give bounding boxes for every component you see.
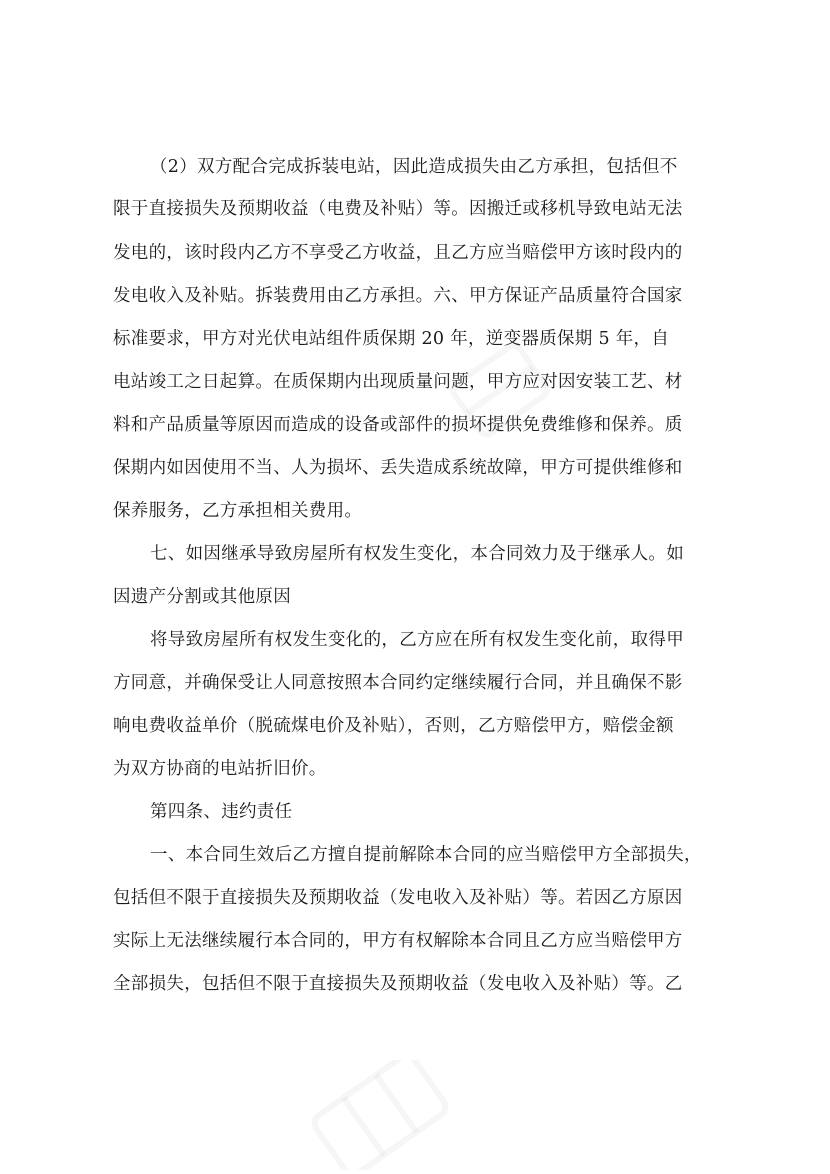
text-line: 为双方协商的电站折旧价。	[113, 759, 327, 779]
text-line: 全部损失，包括但不限于直接损失及预期收益（发电收入及补贴）等。乙	[113, 974, 683, 994]
text-line: 包括但不限于直接损失及预期收益（发电收入及补贴）等。若因乙方原因	[113, 888, 683, 908]
text-line: 限于直接损失及预期收益（电费及补贴）等。因搬迁或移机导致电站无法	[113, 199, 683, 219]
text-line: （2）双方配合完成拆装电站，因此造成损失由乙方承担，包括但不	[150, 157, 678, 177]
text-line: 方同意，并确保受让人同意按照本合同约定继续履行合同，并且确保不影	[113, 673, 683, 693]
text-line: 料和产品质量等原因而造成的设备或部件的损坏提供免费维修和保养。质	[113, 415, 683, 435]
section-heading: 第四条、违约责任	[150, 802, 293, 822]
text-line: 保期内如因使用不当、人为损坏、丢失造成系统故障，甲方可提供维修和	[113, 458, 683, 478]
text-line: 响电费收益单价（脱硫煤电价及补贴），否则，乙方赔偿甲方，赔偿金额	[113, 716, 674, 736]
text-line: 电站竣工之日起算。在质保期内出现质量问题，甲方应对因安装工艺、材	[113, 372, 683, 392]
watermark-mark	[300, 1060, 460, 1170]
text-line: 发电收入及补贴。拆装费用由乙方承担。六、甲方保证产品质量符合国家	[113, 286, 683, 306]
text-line: 发电的，该时段内乙方不享受乙方收益，且乙方应当赔偿甲方该时段内的	[113, 243, 683, 263]
text-line: 标准要求，甲方对光伏电站组件质保期 20 年，逆变器质保期 5 年，自	[113, 329, 670, 349]
text-line: 将导致房屋所有权发生变化的，乙方应在所有权发生变化前，取得甲	[150, 630, 684, 650]
text-line: 因遗产分割或其他原因	[113, 587, 291, 607]
text-line: 一、本合同生效后乙方擅自提前解除本合同的应当赔偿甲方全部损失，	[150, 845, 702, 865]
text-line: 七、如因继承导致房屋所有权发生变化，本合同效力及于继承人。如	[150, 544, 684, 564]
text-line: 保养服务，乙方承担相关费用。	[113, 501, 363, 521]
watermark-mark	[440, 330, 560, 450]
text-line: 实际上无法继续履行本合同的，甲方有权解除本合同且乙方应当赔偿甲方	[113, 931, 683, 951]
